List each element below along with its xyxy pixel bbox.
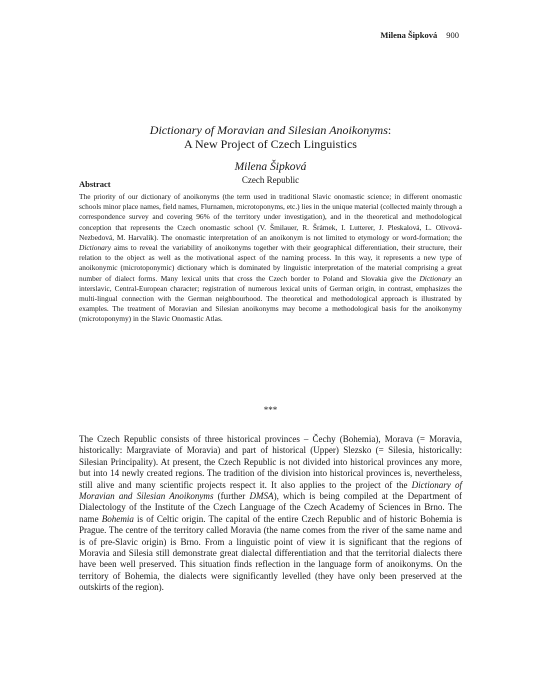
abstract-section [79,179,462,325]
abstract-text-part3: an interslavic, Central-European character; registration of numerous lexical units of German origin, in contrast, emphasizes the multi-lingual connection with the German neighbourhood. The theoretical and methodological approach is illustrated by examples. The treatment of Moravian and Silesian anoikonyms may become a methodological basis for the anoikonymy (microtoponymy) in the Slavic Onomastic Atlas. [79,273,462,324]
running-head-author: Milena Šipková [380,30,438,40]
abstract-heading: Abstract [79,179,111,189]
abstract-text-part1: The priority of our dictionary of anoikonyms (the term used in traditional Slavic onomastic science; in different onomastic schools minor place names, field names, Flurnamen, microtoponyms, etc.) lies in the unique material (collected mainly through a correspondence survey and covering 96% of the territory under investigation), and in the theoretical and methodological conception that represents the Czech onomastic school (V. Šmilauer, R. Šrámek, I. Lutterer, J. Pleskalová, L. Olivová-Nezbedová, M. Harvalík). The onomastic interpretation of an anoikonym is not limited to etymology or word-formation; the [79,192,462,242]
title-block [80,123,461,186]
title-italic-part: Dictionary of Moravian and Silesian Anoikonyms [149,123,388,137]
abstract-text-part2: aims to reveal the variability of anoikonyms together with their geographical differentiation, their structure, their relation to the object as well as the motivational aspect of the naming process. In this way, it represents a new type of anoikonymic (microtoponymic) dictionary which is dominated by linguistic interpretation of the material comprising a great number of dialect forms. Many lexical units that cross the Czech border to Poland and Slovakia give the [79,243,462,283]
body-part1: The Czech Republic consists of three historical provinces – Čechy (Bohemia), Morava (= Moravia, historically: Margraviate of Moravia) and part of historical (Upper) Slezsko (= Silesia, historically: Silesian Principality). At present, the Czech Republic is not divided into historical provinces any more, but into 14 newly created regions. The tradition of the division into historical provinces is, nevertheless, still alive and many scientific projects respect it. It also applies to the project of the [79,434,462,490]
page-number: 900 [446,30,459,40]
abstract-dictionary-word: Dictionary [419,273,452,283]
body-part3: ), which is being compiled at the Department of Dialectology of the Institute of the Czech Language of the Czech Academy of Sciences in Brno. The name [79,491,462,524]
author-name: Milena Šipková [234,161,307,173]
paper-title [80,123,461,137]
body-dictionary-title: Dictionary of Moravian and Silesian Anoikonyms [79,479,462,502]
title-colon: : [387,123,392,137]
running-head [380,30,459,40]
body-paragraph [79,434,462,594]
body-dmsa: DMSA [249,491,274,502]
body-bohemia: Bohemia [101,513,134,524]
body-part2: (further [213,491,250,502]
paper-subtitle: A New Project of Czech Linguistics [184,137,357,151]
abstract-dictionary-word: Dictionary [79,243,112,253]
section-separator: *** [263,405,278,415]
abstract-text [79,192,462,325]
author-affiliation: Czech Republic [241,175,300,185]
body-part4: is of Celtic origin. The capital of the entire Czech Republic and of historic Bohemia is Prague. The centre of the territory called Moravia (the name comes from the river of the same name and is of pre-Slavic origin) is Brno. From a linguistic point of view it is significant that the regions of Moravia and Silesia still demonstrate great dialectal differentiation and that the territorial dialects there have been well preserved. This situation finds reflection in the language form of anoikonyms. On the territory of Bohemia, the dialects were significantly levelled (they have only been preserved at the outskirts of the region). [79,513,462,593]
